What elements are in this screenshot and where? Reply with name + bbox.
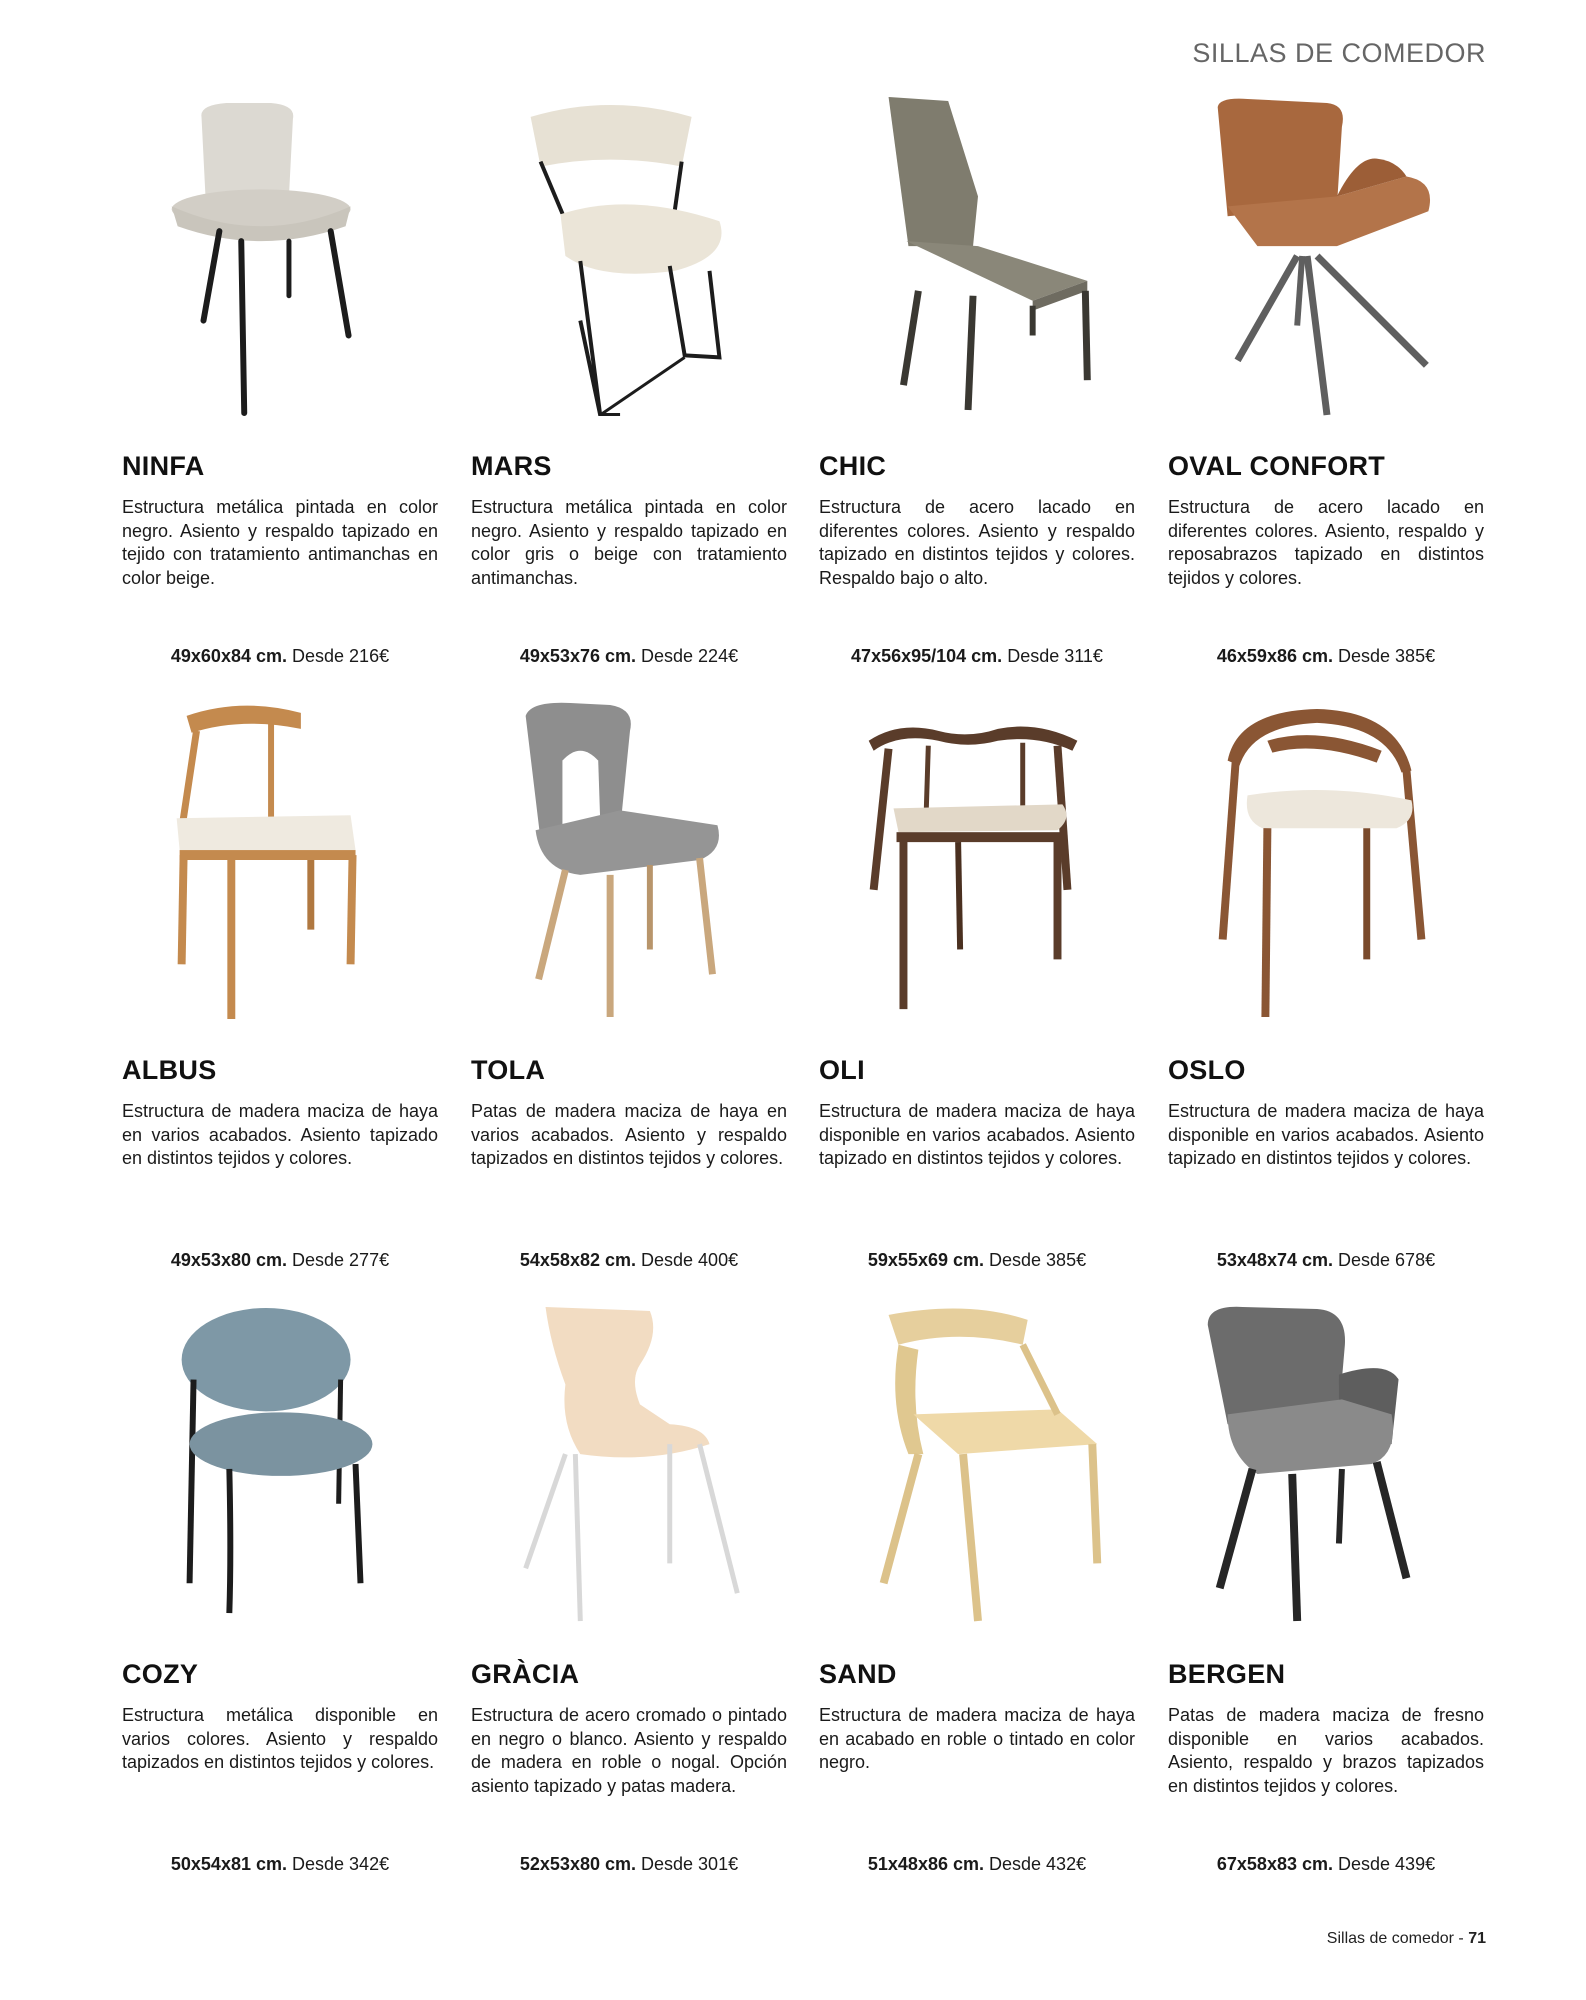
product-price: Desde 301€ [641, 1854, 739, 1874]
product-price: Desde 678€ [1338, 1250, 1436, 1270]
product-name: COZY [122, 1659, 199, 1689]
product-card-oli [819, 700, 1137, 1300]
product-price: Desde 385€ [989, 1250, 1087, 1270]
product-description: Estructura metálica pintada en color negro. Asiento y respaldo tapizado en tejido con tratamiento antimanchas en color beige. [122, 497, 438, 588]
page-number: 71 [1468, 1930, 1486, 1947]
product-description: Estructura de madera maciza de haya en acabado en roble o tintado en color negro. [819, 1705, 1135, 1772]
product-price: Desde 311€ [1007, 646, 1103, 666]
product-dimensions: 59x55x69 cm. [867, 1250, 984, 1270]
chair-ninfa-icon [122, 96, 440, 416]
product-description: Patas de madera maciza de haya en varios acabados. Asiento y respaldo tapizados en distintos tejidos y colores. [471, 1101, 787, 1168]
product-name: CHIC [819, 451, 887, 481]
product-price: Desde 216€ [292, 646, 390, 666]
product-card-cozy [122, 1304, 440, 1904]
product-description: Estructura metálica pintada en color negro. Asiento y respaldo tapizado en color gris o beige con tratamiento antimanchas. [471, 497, 787, 588]
product-description: Estructura de madera maciza de haya disponible en varios acabados. Asiento tapizado en distintos tejidos y colores. [1168, 1101, 1484, 1168]
chair-gracia-icon [471, 1304, 789, 1624]
product-description: Estructura de madera maciza de haya en varios acabados. Asiento tapizado en distintos tejidos y colores. [122, 1101, 438, 1168]
chair-oslo-icon [1168, 700, 1486, 1020]
product-dimensions: 52x53x80 cm. [519, 1854, 636, 1874]
product-price: Desde 432€ [989, 1854, 1087, 1874]
chair-oli-icon [819, 700, 1137, 1020]
product-name: TOLA [471, 1055, 546, 1085]
product-card-albus [122, 700, 440, 1300]
product-name: NINFA [122, 451, 205, 481]
product-card-bergen [1168, 1304, 1486, 1904]
product-dimensions: 47x56x95/104 cm. [851, 646, 1003, 666]
product-spec [122, 1854, 438, 1875]
product-dimensions: 49x53x80 cm. [170, 1250, 287, 1270]
product-dimensions: 53x48x74 cm. [1216, 1250, 1333, 1270]
product-dimensions: 49x53x76 cm. [519, 646, 636, 666]
chair-tola-icon [471, 700, 789, 1020]
chair-bergen-icon [1168, 1304, 1486, 1624]
product-spec [471, 1250, 787, 1271]
product-description: Estructura de acero cromado o pintado en negro o blanco. Asiento y respaldo de madera en roble o nogal. Opción asiento tapizado y patas madera. [471, 1705, 787, 1796]
chair-oval-confort-icon [1168, 96, 1486, 416]
product-description: Patas de madera maciza de fresno disponible en varios acabados. Asiento, respaldo y brazos tapizados en distintos tejidos y colores. [1168, 1705, 1484, 1796]
product-spec [1168, 1250, 1484, 1271]
chair-sand-icon [819, 1304, 1137, 1624]
product-spec [471, 646, 787, 667]
product-price: Desde 224€ [641, 646, 739, 666]
product-price: Desde 385€ [1338, 646, 1436, 666]
product-name: BERGEN [1168, 1659, 1286, 1689]
product-description: Estructura de madera maciza de haya disponible en varios acabados. Asiento tapizado en distintos tejidos y colores. [819, 1101, 1135, 1168]
product-dimensions: 50x54x81 cm. [170, 1854, 287, 1874]
product-spec [1168, 1854, 1484, 1875]
chair-mars-icon [471, 96, 789, 416]
product-card-ninfa [122, 96, 440, 696]
product-spec [819, 1250, 1135, 1271]
product-name: SAND [819, 1659, 897, 1689]
product-price: Desde 439€ [1338, 1854, 1436, 1874]
product-description: Estructura metálica disponible en varios colores. Asiento y respaldo tapizados en distintos tejidos y colores. [122, 1705, 438, 1772]
footer-label: Sillas de comedor - [1326, 1930, 1464, 1947]
product-price: Desde 342€ [292, 1854, 390, 1874]
page-footer [1327, 1930, 1486, 1948]
product-dimensions: 49x60x84 cm. [170, 646, 287, 666]
product-spec [1168, 646, 1484, 667]
product-name: OLI [819, 1055, 865, 1085]
product-card-tola [471, 700, 789, 1300]
product-card-oval-confort [1168, 96, 1486, 696]
product-card-sand [819, 1304, 1137, 1904]
product-name: GRÀCIA [471, 1659, 580, 1689]
chair-chic-icon [819, 96, 1137, 416]
product-price: Desde 400€ [641, 1250, 739, 1270]
product-spec [819, 1854, 1135, 1875]
product-spec [122, 646, 438, 667]
product-name: OSLO [1168, 1055, 1246, 1085]
product-row [122, 700, 1487, 1304]
product-card-oslo [1168, 700, 1486, 1300]
product-card-chic [819, 96, 1137, 696]
product-row [122, 1304, 1487, 1908]
product-spec [819, 646, 1135, 667]
product-grid [122, 96, 1487, 1908]
product-name: MARS [471, 451, 552, 481]
product-spec [471, 1854, 787, 1875]
product-dimensions: 67x58x83 cm. [1216, 1854, 1333, 1874]
product-description: Estructura de acero lacado en diferentes colores. Asiento y respaldo tapizado en distintos tejidos y colores. Respaldo bajo o alto. [819, 497, 1135, 588]
product-dimensions: 54x58x82 cm. [519, 1250, 636, 1270]
product-spec [122, 1250, 438, 1271]
chair-cozy-icon [122, 1304, 440, 1624]
product-dimensions: 46x59x86 cm. [1216, 646, 1333, 666]
chair-albus-icon [122, 700, 440, 1020]
product-description: Estructura de acero lacado en diferentes colores. Asiento, respaldo y reposabrazos tapizado en distintos tejidos y colores. [1168, 497, 1484, 588]
product-price: Desde 277€ [292, 1250, 390, 1270]
section-title: SILLAS DE COMEDOR [1192, 38, 1486, 68]
product-name: OVAL CONFORT [1168, 451, 1386, 481]
product-card-gracia [471, 1304, 789, 1904]
product-card-mars [471, 96, 789, 696]
product-row [122, 96, 1487, 700]
product-name: ALBUS [122, 1055, 217, 1085]
product-dimensions: 51x48x86 cm. [867, 1854, 984, 1874]
